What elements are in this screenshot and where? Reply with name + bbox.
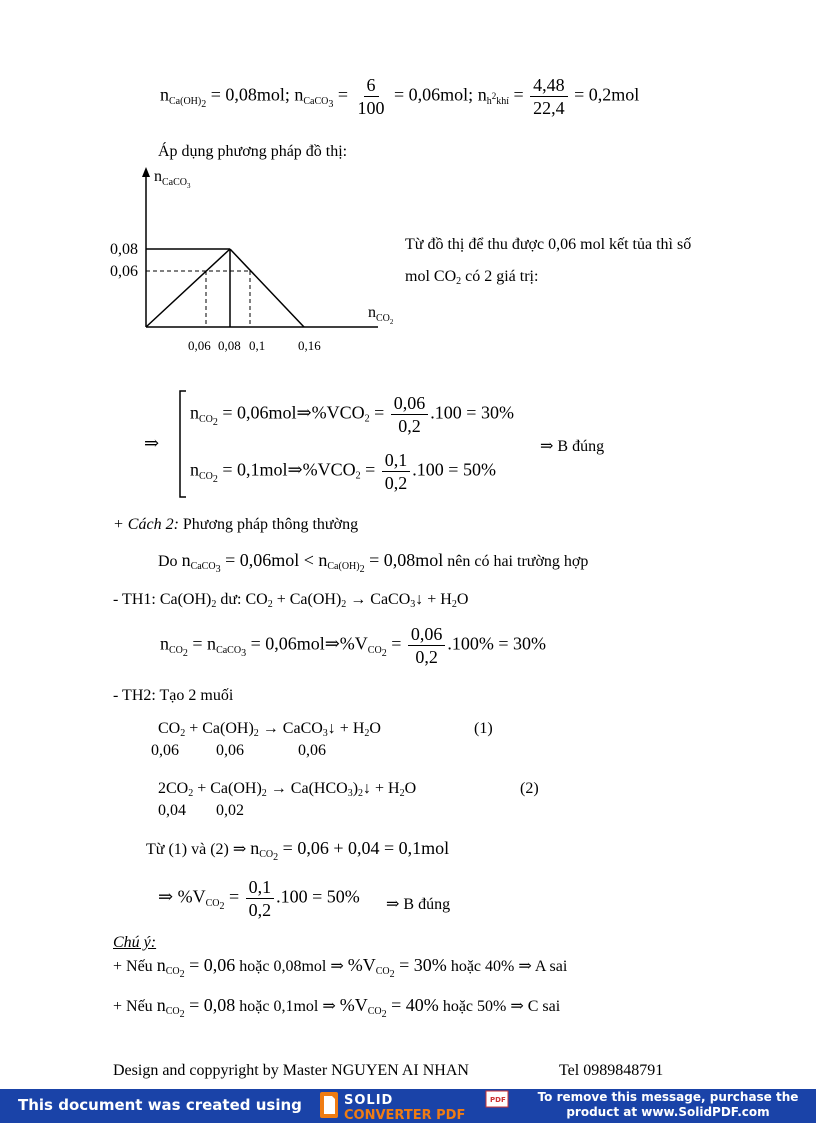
- x-tick-label: 0,1: [249, 338, 266, 353]
- rx1-value: 0,06: [298, 742, 326, 759]
- from-line: Từ (1) và (2) ⇒ $n_{CO_2} = 0,06 + 0,04 = 0,1mol$: [146, 838, 450, 863]
- graph: [108, 165, 408, 360]
- y-tick-label: 0,06: [110, 263, 138, 280]
- graph-note-line1: Từ đồ thị để thu được 0,06 mol kết tủa thì số: [405, 236, 692, 253]
- pct-line: ⇒ $\%V_{CO_2}$ = $\frac{0,1}{0,2}$ .100 = 50%: [158, 877, 360, 920]
- fraction: $\frac{4,48}{22,4}$: [530, 74, 568, 119]
- footer-credit: Design and coppyright by Master NGUYEN AI NHAN: [113, 1062, 469, 1079]
- fraction: $\frac{0,1}{0,2}$: [246, 876, 275, 921]
- rx2-value: 0,04: [158, 802, 186, 819]
- logo-top: SOLID: [344, 1093, 394, 1108]
- case-conclusion: ⇒ B đúng: [540, 438, 605, 455]
- footer-phone: Tel 0989848791: [559, 1062, 664, 1079]
- reaction-2: $2CO_2 + Ca(OH)_2$ → $Ca(HCO_3)_2↓ + H_2O$: [158, 780, 417, 799]
- cach2-heading: + Cách 2: Phương pháp thông thường: [113, 516, 359, 533]
- x-tick-label: 0,06: [188, 338, 211, 353]
- y-axis-label: $n_{CaCO}3$: [154, 168, 191, 190]
- logo-bottom: CONVERTER PDF: [344, 1108, 466, 1122]
- fraction: $\frac{0,1}{0,2}$: [382, 449, 411, 494]
- solidpdf-banner[interactable]: [0, 1089, 816, 1123]
- banner-text: This document was created using: [18, 1096, 302, 1114]
- line-moles: $n_{Ca(OH)_2} = 0,08mol$; $n_{CaCO_3}$ = $\frac{6}{100}$ = 0,06mol; $n_{h^2khí}$ = $\frac{4,48}{22,4}$ = 0,2mol: [160, 75, 640, 118]
- y-tick-label: 0,08: [110, 241, 138, 258]
- case-bracket: [178, 390, 188, 498]
- pct-conclusion: ⇒ B đúng: [386, 896, 451, 913]
- method-heading: Áp dụng phương pháp đồ thị:: [158, 143, 348, 160]
- note-2: + Nếu $n_{CO_2} = 0,08$ hoặc 0,1mol ⇒ $\%V_{CO_2} = 40\%$ hoặc 50% ⇒ C sai: [113, 995, 561, 1020]
- rx2-value: 0,02: [216, 802, 244, 819]
- fraction: $\frac{6}{100}$: [357, 75, 385, 118]
- fall-line: [230, 249, 304, 327]
- rx1-value: 0,06: [216, 742, 244, 759]
- note-heading: Chú ý:: [113, 934, 157, 951]
- note-1: + Nếu $n_{CO_2} = 0,06$ hoặc 0,08mol ⇒ $\%V_{CO_2} = 30\%$ hoặc 40% ⇒ A sai: [113, 955, 568, 980]
- graph-note-line2: mol $CO_2$ có 2 giá trị:: [405, 268, 539, 287]
- fraction: $\frac{0,06}{0,2}$: [391, 392, 429, 437]
- reaction-2-label: (2): [520, 780, 539, 797]
- case-arrow: ⇒: [144, 433, 160, 453]
- svg-text:PDF: PDF: [490, 1096, 506, 1104]
- reaction-1: $CO_2 + Ca(OH)_2$ → CaCO$_3$↓ + $H_2O$: [158, 720, 381, 739]
- banner-purchase[interactable]: To remove this message, purchase the product at www.SolidPDF.com: [537, 1090, 799, 1119]
- pdf-page-icon: [324, 1096, 335, 1114]
- rx1-value: 0,06: [151, 742, 179, 759]
- do-line: Do $n_{CaCO_3} = 0,06mol < n_{Ca(OH)_2} = 0,08mol$ nên có hai trường hợp: [158, 550, 589, 575]
- case-2: $n_{CO_2}$ = $0,1mol\Rightarrow\%VCO_2$ = $\frac{0,1}{0,2}$ .100 = 50%: [190, 450, 496, 493]
- solidpdf-link[interactable]: www.SolidPDF.com: [641, 1105, 770, 1119]
- x-tick-label: 0,16: [298, 338, 321, 353]
- th2-heading: - TH2: Tạo 2 muối: [113, 687, 234, 704]
- case-1: $n_{CO_2}$ = $0,06mol\Rightarrow\%VCO_2$ = $\frac{0,06}{0,2}$ .100 = 30%: [190, 393, 514, 436]
- x-axis-label: $n_{CO}2$: [368, 304, 394, 326]
- reaction-1-label: (1): [474, 720, 493, 737]
- x-tick-label: 0,08: [218, 338, 241, 353]
- th1-line: - TH1: $Ca(OH)_2$ dư: $CO_2 + Ca(OH)_2$ → CaCO$_3$↓ + $H_2O$: [113, 591, 469, 610]
- rise-line: [146, 249, 230, 327]
- th1-calc: $n_{CO_2} = n_{CaCO_3}$ = $0,06mol\Rightarrow\%V_{CO_2}$ = $\frac{0,06}{0,2}$ .100% = 30%: [160, 624, 546, 667]
- solid-converter-logo[interactable]: [318, 1090, 518, 1122]
- y-axis-arrow: [142, 167, 150, 177]
- fraction: $\frac{0,06}{0,2}$: [408, 623, 446, 668]
